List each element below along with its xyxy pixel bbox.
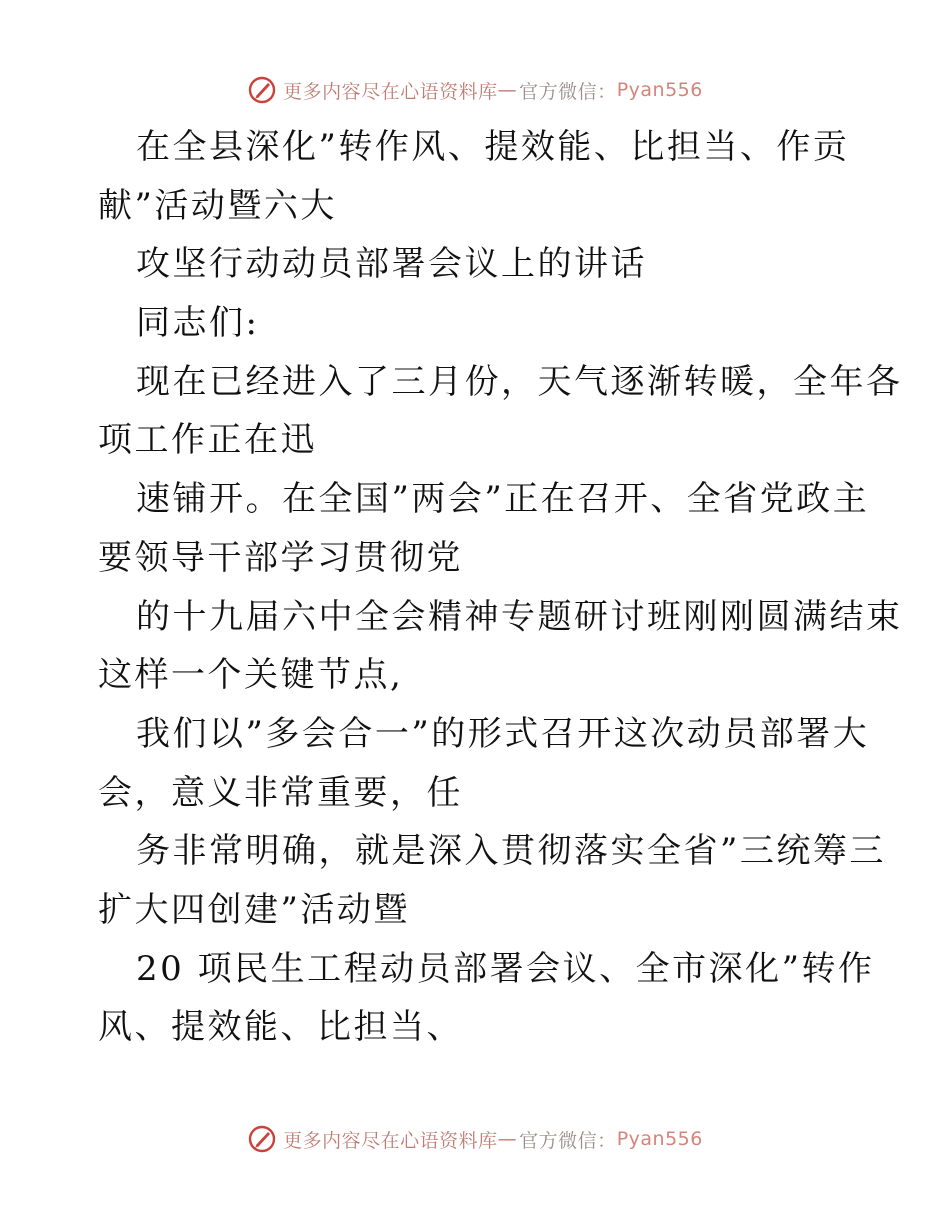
quill-logo-icon — [247, 75, 277, 105]
watermark-wechat-id: Pyan556 — [616, 1128, 703, 1150]
text-line: 现在已经进入了三月份，天气逐渐转暖，全年各 — [136, 361, 903, 402]
text-line: 攻坚行动动员部署会议上的讲话 — [136, 244, 647, 285]
text-line: 的十九届六中全会精神专题研讨班刚刚圆满结束 — [136, 596, 903, 637]
text-line: 我们以”多会合一”的形式召开这次动员部署大 — [136, 713, 870, 754]
text-line: 20 项民生工程动员部署会议、全市深化”转作 — [136, 948, 875, 989]
watermark-site-text: 更多内容尽在心语资料库 — [283, 80, 498, 103]
text-line: 会，意义非常重要，任 — [98, 772, 463, 813]
watermark-separator: — — [497, 79, 518, 101]
text-line: 献”活动暨六大 — [98, 185, 337, 226]
quill-logo-icon — [247, 1124, 277, 1154]
text-line: 项工作正在迅 — [98, 420, 317, 461]
watermark-wechat-label: 官方微信： — [519, 80, 617, 103]
text-line: 扩大四创建”活动暨 — [98, 889, 410, 930]
watermark-separator: — — [497, 1128, 518, 1150]
text-line: 在全县深化”转作风、提效能、比担当、作贡 — [136, 127, 850, 167]
text-line: 速铺开。在全国”两会”正在召开、全省党政主 — [136, 479, 870, 520]
text-line: 务非常明确，就是深入贯彻落实全省”三统筹三 — [136, 831, 886, 872]
watermark-site-text: 更多内容尽在心语资料库 — [283, 1129, 498, 1152]
text-line: 同志们: — [136, 303, 260, 344]
footer-watermark — [0, 1119, 950, 1159]
text-line: 要领导干部学习贯彻党 — [98, 537, 463, 578]
text-line: 风、提效能、比担当、 — [98, 1007, 463, 1048]
document-body — [98, 118, 903, 1057]
text-line: 这样一个关键节点, — [98, 655, 404, 696]
watermark-wechat-id: Pyan556 — [616, 79, 703, 101]
watermark-wechat-label: 官方微信： — [519, 1129, 617, 1152]
header-watermark — [0, 70, 950, 110]
